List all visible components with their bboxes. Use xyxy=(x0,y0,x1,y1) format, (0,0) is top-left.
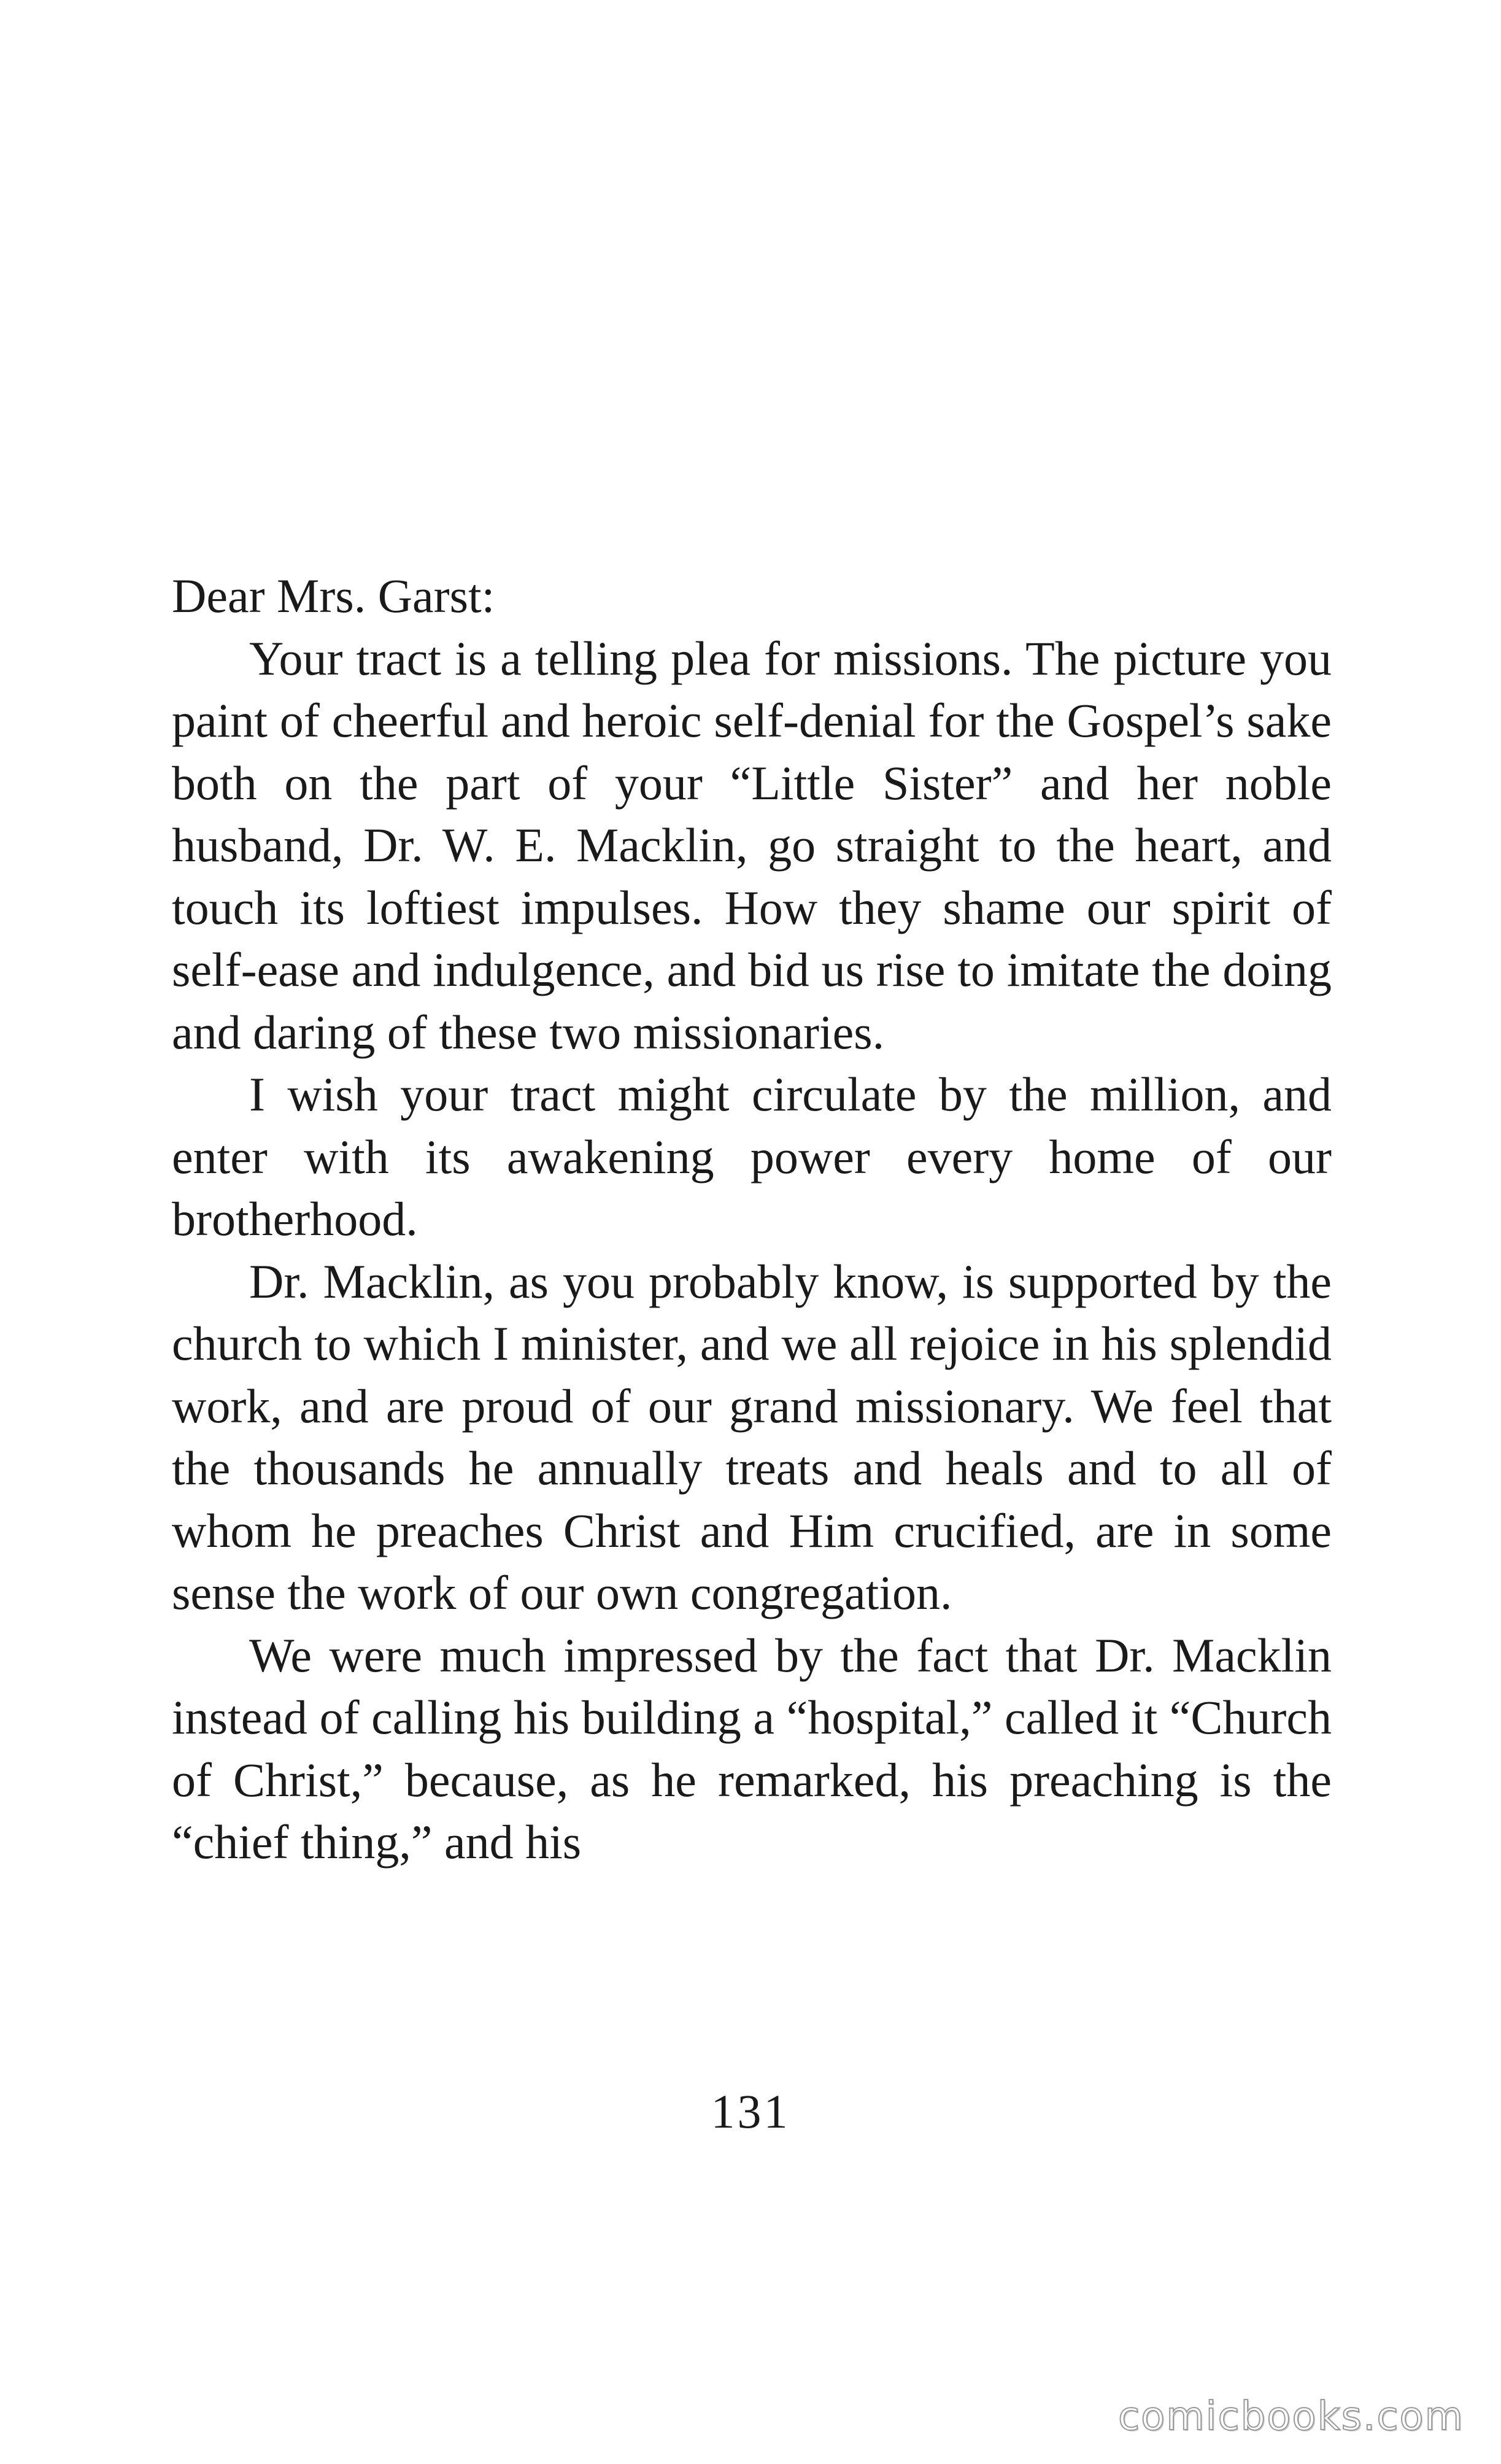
paragraph-1: Your tract is a telling plea for missions. The picture you paint of cheerful and heroic self-denial for the Gospel’s sake both on the part of your “Little Sister” and her noble husband, Dr. W. E. Macklin, go straight to the heart, and touch its loftiest impulses. How they shame our spirit of self-ease and indulgence, and bid us rise to imitate the doing and daring of these two missionaries. xyxy=(172,631,1332,1059)
paragraph-4: We were much impressed by the fact that Dr. Macklin instead of calling his building a “hospital,” called it “Church of Christ,” because, as he remarked, his preaching is the “chief thing,” and his xyxy=(172,1628,1332,1869)
paragraph-2: I wish your tract might circulate by the million, and enter with its awakening power every home of our brotherhood. xyxy=(172,1067,1332,1246)
salutation: Dear Mrs. Garst: xyxy=(172,569,495,622)
paragraph-3: Dr. Macklin, as you probably know, is supported by the church to which I minister, and we all rejoice in his splendid work, and are proud of our grand missionary. We feel that the thousands he annually treats and heals and to all of whom he preaches Christ and Him crucified, are in some sense the work of our own congregation. xyxy=(172,1254,1332,1619)
letter-body xyxy=(172,565,1332,1873)
page-number: 131 xyxy=(711,2085,790,2138)
watermark: comicbooks.com xyxy=(1117,2394,1464,2439)
